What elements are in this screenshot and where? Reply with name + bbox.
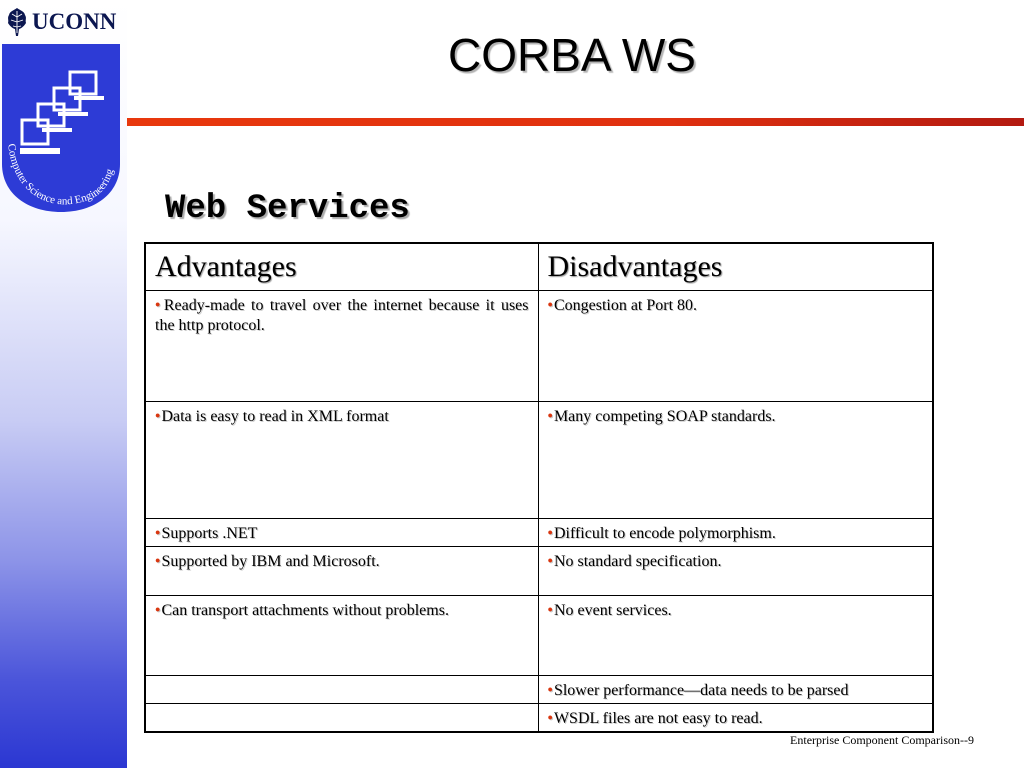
table-row bbox=[145, 519, 933, 547]
disadvantage-text: Many competing SOAP standards. bbox=[553, 408, 776, 425]
uconn-wordmark: UCONN bbox=[32, 9, 117, 34]
sidebar-gradient bbox=[0, 0, 127, 768]
table-row bbox=[145, 547, 933, 596]
bullet-icon: ● bbox=[547, 555, 553, 566]
table-row bbox=[145, 704, 933, 732]
table-row bbox=[145, 596, 933, 676]
bullet-icon: ● bbox=[155, 527, 161, 538]
bullet-icon: ● bbox=[547, 604, 553, 615]
advantage-text: Can transport attachments without problems. bbox=[161, 602, 449, 619]
disadvantage-text: No standard specification. bbox=[553, 553, 722, 570]
bullet-icon: ● bbox=[547, 527, 553, 538]
slide-title: CORBA WS bbox=[448, 29, 696, 81]
bullet-icon: ● bbox=[547, 299, 553, 310]
disadvantage-text: Congestion at Port 80. bbox=[553, 297, 698, 314]
advantage-text: Supported by IBM and Microsoft. bbox=[161, 553, 380, 570]
advantage-text: Data is easy to read in XML format bbox=[161, 408, 389, 425]
table-row bbox=[145, 291, 933, 402]
disadvantage-text: WSDL files are not easy to read. bbox=[553, 710, 763, 727]
section-heading: Web Services bbox=[165, 190, 410, 228]
table-row bbox=[145, 402, 933, 519]
bullet-icon: ● bbox=[547, 410, 553, 421]
bullet-icon: ● bbox=[155, 299, 163, 310]
disadvantage-cell bbox=[538, 291, 933, 402]
column-header-disadvantages: Disadvantages bbox=[538, 243, 933, 291]
advantage-cell bbox=[145, 596, 538, 676]
bullet-icon: ● bbox=[155, 555, 161, 566]
disadvantage-cell bbox=[538, 547, 933, 596]
advantage-cell bbox=[145, 291, 538, 402]
disadvantage-cell bbox=[538, 519, 933, 547]
advantage-text: Supports .NET bbox=[161, 525, 258, 542]
disadvantage-cell bbox=[538, 402, 933, 519]
table-row bbox=[145, 676, 933, 704]
advantage-cell bbox=[145, 402, 538, 519]
disadvantage-cell bbox=[538, 704, 933, 732]
disadvantage-text: No event services. bbox=[553, 602, 672, 619]
bullet-icon: ● bbox=[155, 410, 161, 421]
advantage-cell bbox=[145, 519, 538, 547]
title-rule bbox=[127, 118, 1024, 126]
disadvantage-text: Slower performance—data needs to be parsed bbox=[553, 682, 849, 699]
slide-footer: Enterprise Component Comparison--9 bbox=[790, 733, 974, 747]
bullet-icon: ● bbox=[547, 712, 553, 723]
bullet-icon: ● bbox=[547, 684, 553, 695]
column-header-advantages: Advantages bbox=[145, 243, 538, 291]
advantage-text: Ready-made to travel over the internet because it uses the http protocol. bbox=[155, 297, 529, 335]
badge-caption: Computer Science and Engineering bbox=[5, 142, 117, 208]
table-header-row bbox=[145, 243, 933, 291]
comparison-table bbox=[144, 242, 934, 733]
disadvantage-cell bbox=[538, 676, 933, 704]
advantage-cell-empty bbox=[145, 676, 538, 704]
advantage-cell bbox=[145, 547, 538, 596]
bullet-icon: ● bbox=[155, 604, 161, 615]
disadvantage-text: Difficult to encode polymorphism. bbox=[553, 525, 776, 542]
advantage-cell-empty bbox=[145, 704, 538, 732]
disadvantage-cell bbox=[538, 596, 933, 676]
